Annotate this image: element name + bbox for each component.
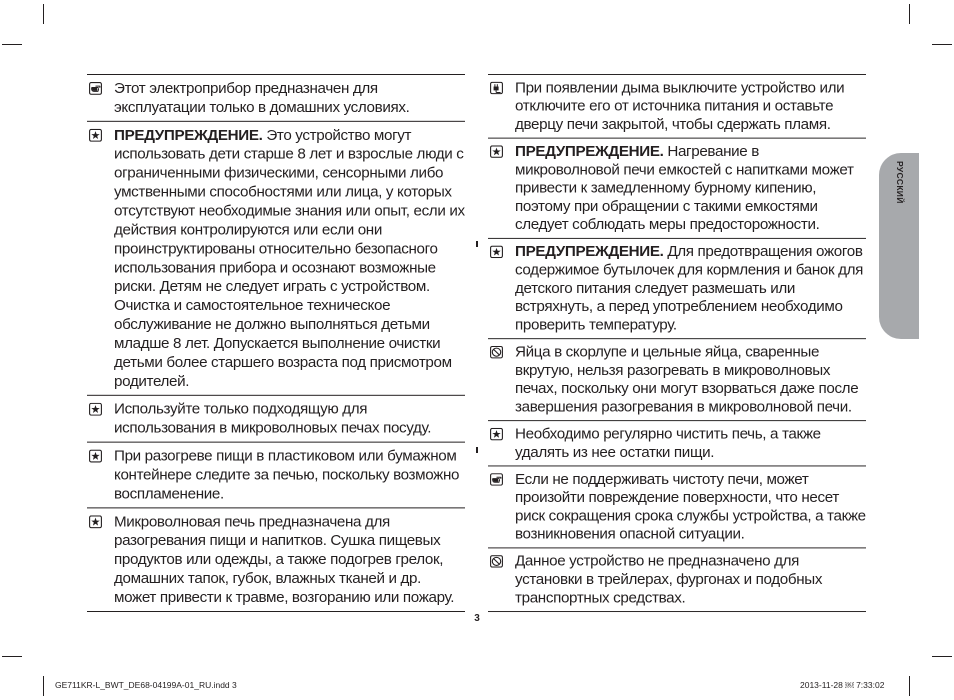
crop-mark <box>2 44 22 45</box>
crop-mark <box>909 4 910 24</box>
item-text <box>114 513 454 606</box>
item-text <box>515 553 822 606</box>
item-text <box>515 344 858 415</box>
warning-label: ПРЕДУПРЕЖДЕНИЕ. <box>515 243 664 261</box>
prohibited-icon <box>490 555 503 568</box>
item-body-text: Это устройство могут использовать дети старше 8 лет и взрослые люди с ограниченными физическими, сенсорными либо умственными способностями или лица, у которых отсутствуют необходимые знания или опыт, если их действия контролируются или если они проинструктированы относительно безопасного использования прибора и осознают возможные риски. Детям не следует играть с устройством. Очистка и самостоятельное техническое обслуживание не должно выполняться детьми младше 8 лет. Допускается выполнение очистки детьми более старшего возраста под присмотром родителей. <box>114 126 465 390</box>
item-body-text: Этот электроприбор предназначен для эксплуатации только в домашних условиях. <box>114 79 410 116</box>
warning-list-item <box>87 442 465 508</box>
hand-pointer-icon <box>490 473 503 486</box>
warning-list-item <box>488 338 866 420</box>
warning-list-item <box>488 74 866 138</box>
item-text <box>515 143 854 233</box>
warning-list-item <box>488 238 866 338</box>
item-body-text: Для предотвращения ожогов содержимое бутылочек для кормления и банок для детского питания следует размешать или встряхнуть, а перед употреблением необходимо проверить температуру. <box>515 243 864 334</box>
item-body-text: При появлении дыма выключите устройство или отключите его от источника питания и оставьте дверцу печи закрытой, чтобы сдержать пламя. <box>515 79 845 133</box>
item-text <box>114 448 459 503</box>
item-body-text: Данное устройство не предназначено для установки в трейлерах, фургонах и подобных транспортных средствах. <box>515 553 823 607</box>
star-warning-icon <box>490 428 503 441</box>
center-mark <box>476 241 478 247</box>
crop-mark <box>932 656 952 657</box>
warning-label: ПРЕДУПРЕЖДЕНИЕ. <box>515 143 664 160</box>
item-text <box>114 401 431 437</box>
footer-timestamp: 2013-11-28 ￼ 7:33:02 <box>800 680 885 690</box>
item-text <box>114 80 410 116</box>
warning-label: ПРЕДУПРЕЖДЕНИЕ. <box>114 126 263 144</box>
warning-list-item <box>488 547 866 612</box>
item-body-text: При разогреве пищи в пластиковом или бумажном контейнере следите за печью, поскольку возможно воспламенение. <box>114 447 460 503</box>
crop-mark <box>43 4 44 24</box>
item-body-text: Если не поддерживать чистоту печи, может произойти повреждение поверхности, что несет риск сокращения срока службы устройства, а также возникновения опасной ситуации. <box>515 471 866 543</box>
item-text <box>515 426 821 461</box>
item-text <box>515 244 863 334</box>
crop-mark <box>2 656 22 657</box>
item-text <box>114 127 465 390</box>
warning-list-item <box>87 507 465 612</box>
warning-list-item <box>87 74 465 121</box>
unplug-icon <box>490 82 503 95</box>
left-column <box>87 74 465 612</box>
page-number: 3 <box>474 613 480 624</box>
warning-list-item <box>488 138 866 238</box>
right-column <box>488 74 866 612</box>
star-warning-icon <box>89 129 102 142</box>
footer-file: GE711KR-L_BWT_DE68-04199A-01_RU.indd 3 <box>55 680 237 690</box>
warning-list-item <box>87 395 465 442</box>
warning-list-item <box>488 420 866 465</box>
star-warning-icon <box>89 515 102 528</box>
warning-list-item <box>488 465 866 547</box>
warning-list-item <box>87 121 465 395</box>
language-tab-label: РУССКИЙ <box>895 161 905 204</box>
crop-mark <box>909 676 910 696</box>
item-text <box>515 471 866 542</box>
crop-mark <box>932 44 952 45</box>
star-warning-icon <box>89 450 102 463</box>
center-mark <box>476 447 478 453</box>
item-body-text: Необходимо регулярно чистить печь, а также удалять из нее остатки пищи. <box>515 425 821 461</box>
item-text <box>515 80 844 133</box>
item-body-text: Используйте только подходящую для использования в микроволновых печах посуду. <box>114 400 432 437</box>
item-body-text: Нагревание в микроволновой печи емкостей с напитками может привести к замедленному бурному кипению, поэтому при обращении с такими емкостями следует соблюдать меры предосторожности. <box>515 143 854 234</box>
item-body-text: Микроволновая печь предназначена для разогревания пищи и напитков. Сушка пищевых продуктов или одежды, а также подогрев грелок, домашних тапок, губок, влажных тканей и др. может привести к травме, возгоранию или пожару. <box>114 513 455 607</box>
star-warning-icon <box>490 246 503 259</box>
prohibited-icon <box>490 346 503 359</box>
hand-pointer-icon <box>89 82 102 95</box>
item-body-text: Яйца в скорлупе и цельные яйца, сваренные вкрутую, нельзя разогревать в микроволновых печах, поскольку они могут взорваться даже после завершения разогревания в микроволновой печи. <box>515 343 859 416</box>
star-warning-icon <box>89 403 102 416</box>
crop-mark <box>43 676 44 696</box>
language-tab <box>879 153 919 339</box>
star-warning-icon <box>490 145 503 158</box>
